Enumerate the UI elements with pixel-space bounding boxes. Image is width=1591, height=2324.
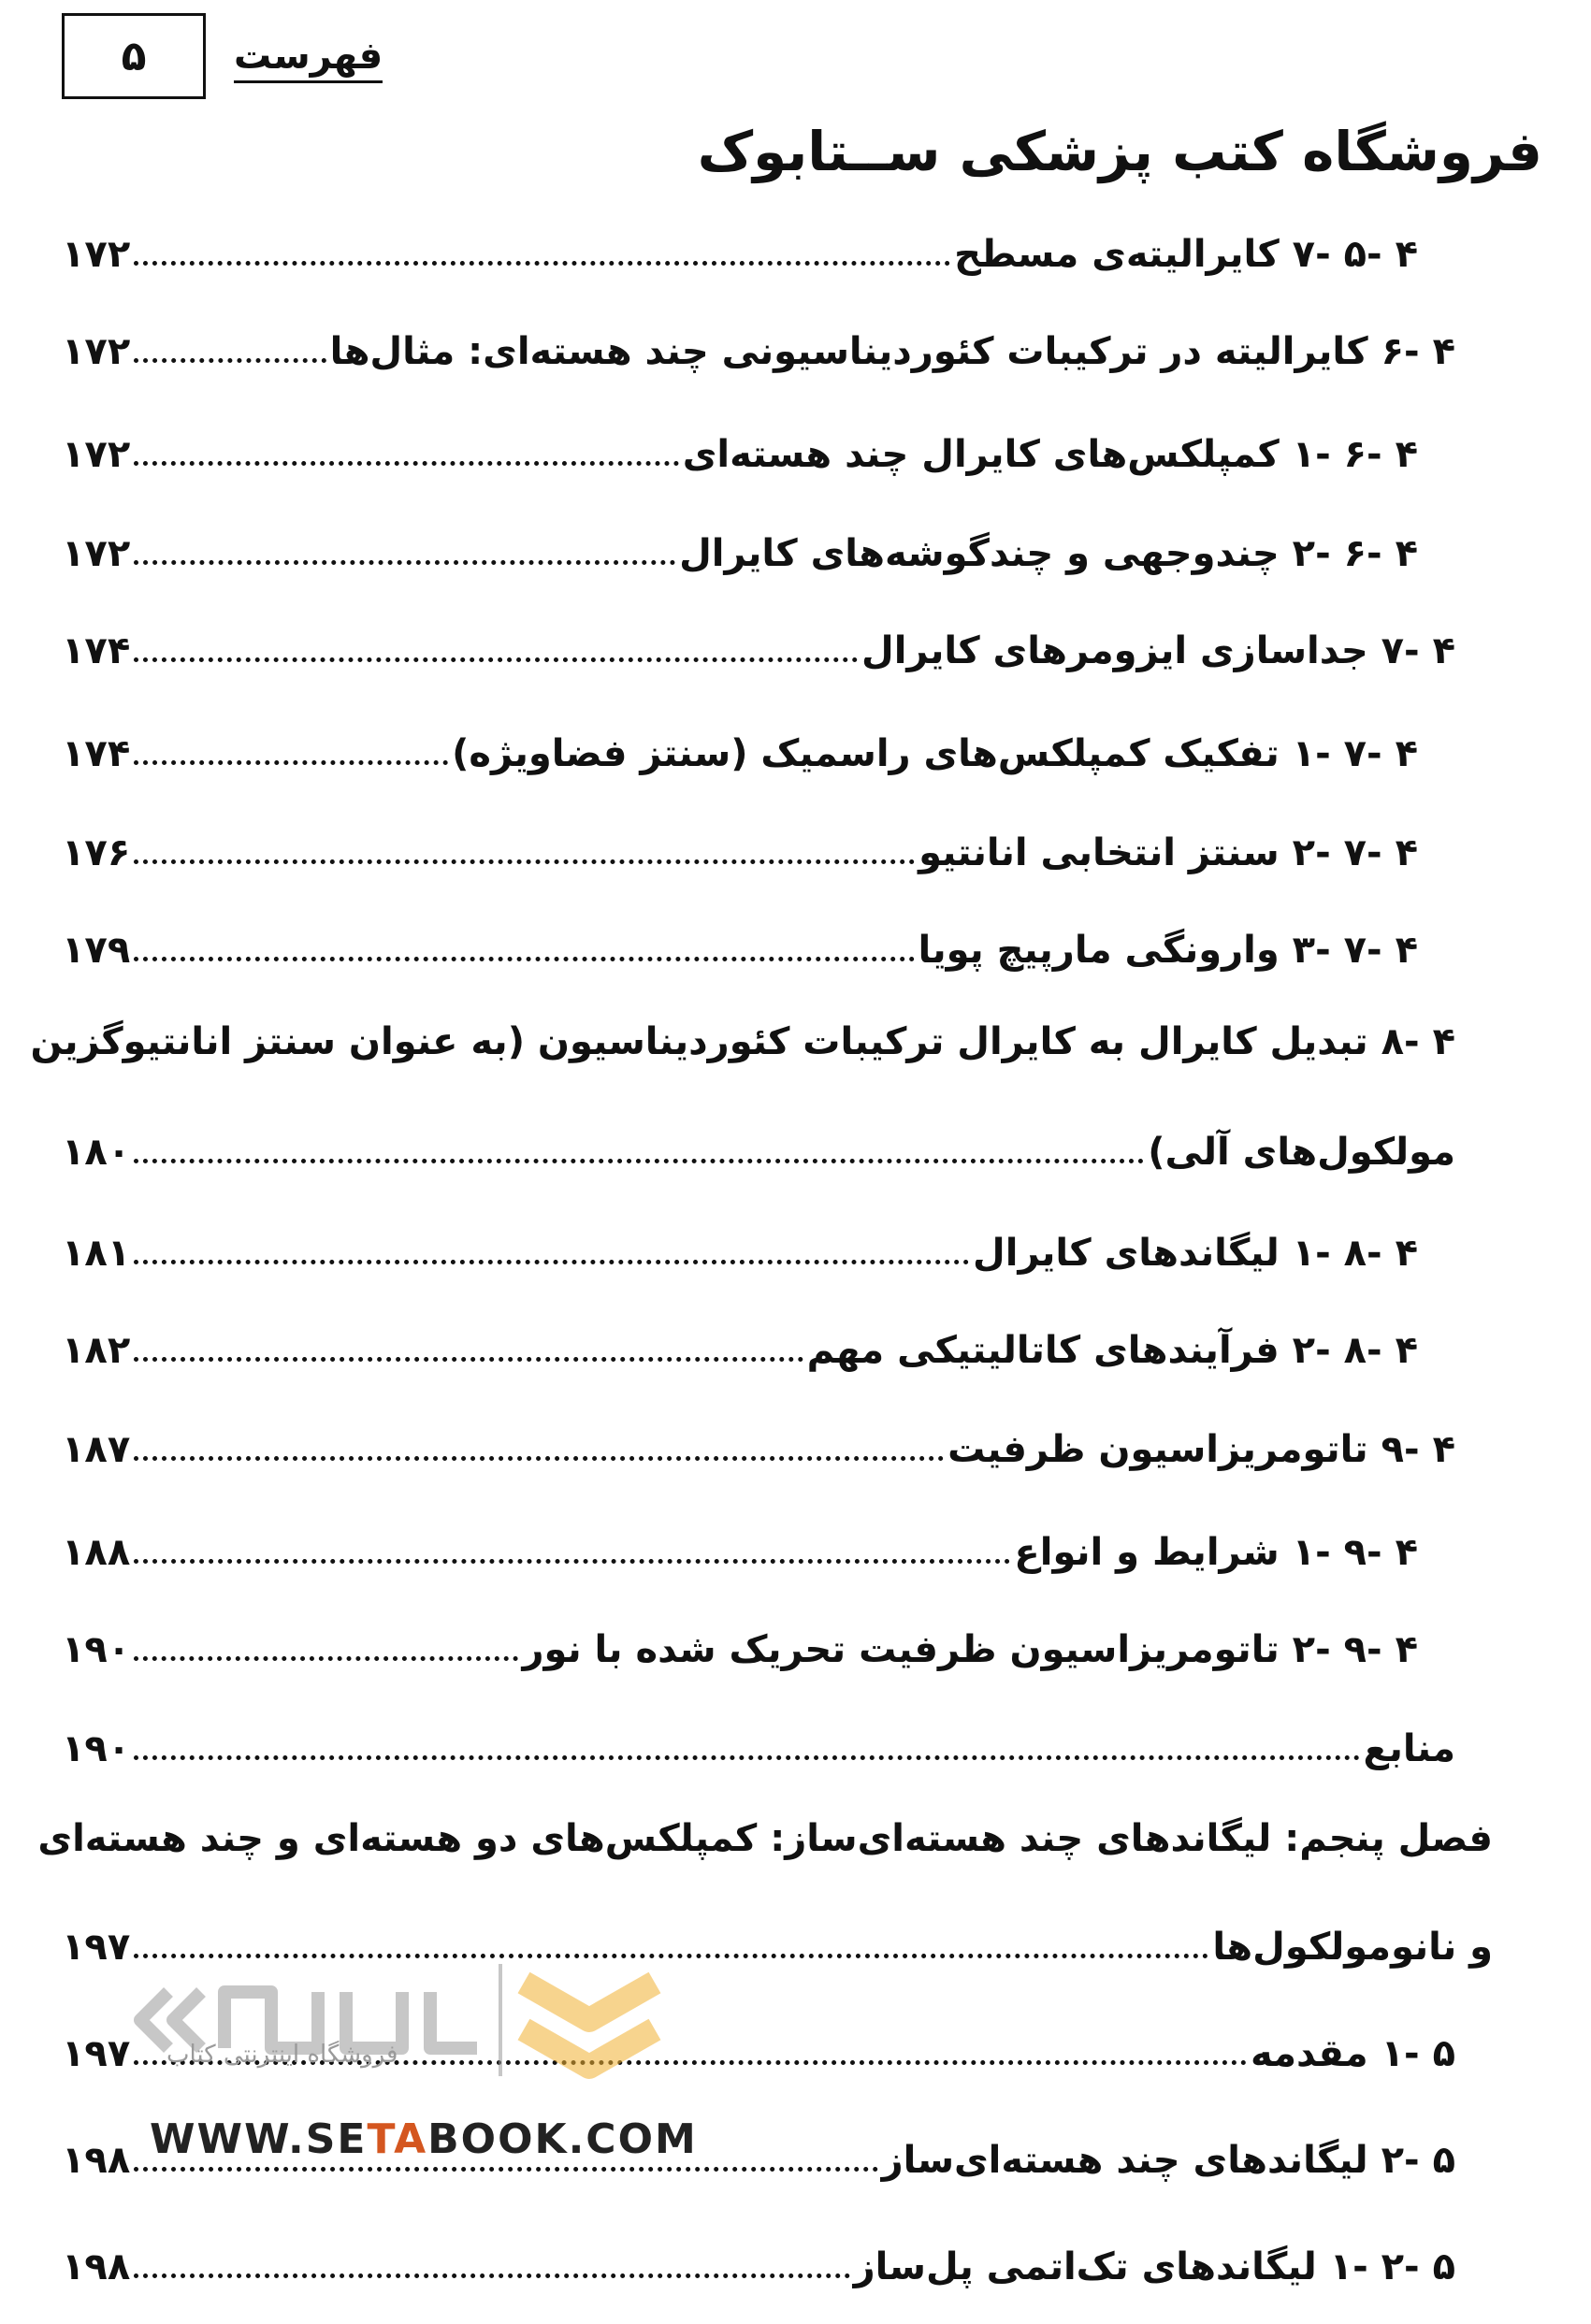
toc-leader-dots	[134, 261, 950, 266]
toc-leader-dots	[134, 1357, 803, 1362]
toc-page-number: ۱۹۸	[62, 2245, 131, 2288]
toc-page-number: ۱۸۸	[62, 1531, 131, 1574]
toc-leader-dots	[134, 2273, 849, 2278]
toc-label: فهرست	[234, 37, 383, 83]
toc-entry-title: ۴ -۵ -۷ کایرالیته‌ی مسطح	[954, 233, 1418, 276]
toc-entry-title: ۴ -۹ -۲ تاتومریزاسیون ظرفیت تحریک شده با نور	[522, 1628, 1418, 1671]
toc-entry-title: ۴ -۹ تاتومریزاسیون ظرفیت	[947, 1428, 1455, 1471]
toc-entry-title: منابع	[1363, 1727, 1455, 1770]
watermark-subtitle: فروشگاه اینترنتی کتاب	[166, 2041, 398, 2069]
toc-entry-title: ۴ -۹ -۱ شرایط و انواع	[1014, 1531, 1418, 1574]
toc-page-number: ۱۹۰	[62, 1628, 131, 1671]
toc-page-number: ۱۷۲	[62, 233, 131, 276]
logo-mark-icon	[140, 1992, 477, 2048]
toc-leader-dots	[134, 1559, 1010, 1564]
toc-entry-title: ۴ -۶ کایرالیته در ترکیبات کئوردیناسیونی چند هسته‌ای: مثال‌ها	[329, 330, 1455, 373]
toc-leader-dots	[134, 1456, 944, 1461]
toc-entry-title: مولکول‌های آلی)	[1148, 1131, 1455, 1174]
toc-entry[interactable]	[62, 1408, 1455, 1471]
toc-entry-title: ۴ -۸ -۱ لیگاندهای کایرال	[973, 1232, 1418, 1275]
toc-entry-title: ۴ -۷ جداسازی ایزومرهای کایرال	[861, 629, 1455, 672]
watermark-url-prefix: WWW.SE	[150, 2115, 368, 2163]
toc-entry-title: ۴ -۶ -۲ چندوجهی و چندگوشه‌های کایرال	[679, 532, 1418, 575]
toc-entry[interactable]	[62, 213, 1418, 276]
toc-leader-dots	[134, 760, 448, 765]
toc-entry-title: ۴ -۷ -۲ سنتز انتخابی انانتیو	[918, 831, 1418, 874]
toc-entry-title: ۴ -۷ -۳ وارونگی مارپیچ پویا	[918, 929, 1418, 972]
toc-entry[interactable]	[62, 1111, 1455, 1174]
toc-page-number: ۱۷۴	[62, 629, 131, 672]
toc-entry[interactable]	[62, 812, 1418, 872]
toc-leader-dots	[134, 657, 858, 662]
toc-entry-title: و نانومولکول‌ها	[1212, 1926, 1493, 1969]
toc-entry[interactable]	[62, 2226, 1455, 2286]
toc-leader-dots	[134, 560, 675, 565]
toc-entry[interactable]	[62, 1609, 1418, 1671]
toc-leader-dots	[134, 957, 914, 961]
toc-page-number: ۱۸۰	[62, 1131, 131, 1174]
toc-entry-title: ۵ -۲ لیگاندهای چند هسته‌ای‌ساز	[881, 2139, 1455, 2182]
watermark-url	[150, 2115, 698, 2163]
toc-page-number: ۱۷۲	[62, 433, 131, 476]
toc-entry-title: ۴ -۶ -۱ کمپلکس‌های کایرال چند هسته‌ای	[682, 433, 1418, 476]
toc-entry-title: ۵ -۱ مقدمه	[1251, 2032, 1455, 2075]
watermark-url-suffix: BOOK.COM	[427, 2115, 698, 2163]
toc-page-number: ۱۷۲	[62, 532, 131, 575]
toc-entry[interactable]	[62, 512, 1418, 575]
toc-page-number: ۱۷۲	[62, 330, 131, 373]
toc-entry[interactable]	[62, 1511, 1418, 1574]
toc-page-number: ۱۹۰	[62, 1727, 131, 1770]
watermark-url-accent: TA	[367, 2115, 428, 2163]
toc-entry[interactable]	[62, 610, 1455, 670]
toc-page-number: ۱۸۱	[62, 1232, 131, 1275]
toc-entry[interactable]	[62, 909, 1418, 972]
store-title: فروشگاه کتب پزشکی ســتابوک	[697, 120, 1542, 183]
toc-page-number: ۱۷۹	[62, 929, 131, 972]
toc-page-number: ۱۹۷	[62, 2032, 131, 2075]
toc-page-number: ۱۷۴	[62, 732, 131, 775]
chevron-logo-icon	[524, 1983, 655, 2067]
toc-entry[interactable]	[62, 713, 1418, 775]
toc-leader-dots	[134, 1159, 1144, 1163]
toc-leader-dots	[134, 1656, 518, 1661]
toc-entry[interactable]	[62, 1708, 1455, 1768]
toc-page-number: ۱۷۶	[62, 831, 131, 874]
toc-leader-dots	[134, 1755, 1359, 1760]
toc-leader-dots	[134, 1260, 969, 1264]
toc-entry-title: ۴ -۸ -۲ فرآیندهای کاتالیتیکی مهم	[806, 1329, 1418, 1372]
chapter-title-line1[interactable]: فصل پنجم: لیگاندهای چند هسته‌ای‌ساز: کمپلکس‌های دو هسته‌ای و چند هسته‌ای	[37, 1817, 1493, 1860]
toc-page-number: ۱۸۲	[62, 1329, 131, 1372]
toc-entry-title-line1[interactable]: ۴ -۸ تبدیل کایرال به کایرال ترکیبات کئوردیناسیون (به عنوان سنتز انانتیوگزین	[30, 1020, 1455, 1063]
toc-entry[interactable]	[62, 310, 1455, 373]
toc-page-number: ۱۹۷	[62, 1926, 131, 1969]
toc-page-number: ۱۸۷	[62, 1428, 131, 1471]
toc-entry-title: ۴ -۷ -۱ تفکیک کمپلکس‌های راسمیک (سنتز فضاویژه)	[452, 732, 1418, 775]
toc-leader-dots	[134, 461, 679, 466]
toc-entry[interactable]	[62, 1309, 1418, 1372]
toc-entry[interactable]	[62, 413, 1418, 476]
toc-entry-title: ۵ -۲ -۱ لیگاندهای تک‌اتمی پل‌ساز	[853, 2245, 1455, 2288]
toc-leader-dots	[134, 358, 325, 363]
toc-leader-dots	[134, 859, 915, 864]
page-number: ۵	[121, 32, 147, 80]
toc-entry[interactable]	[62, 1212, 1418, 1275]
toc-page-number: ۱۹۸	[62, 2139, 131, 2182]
